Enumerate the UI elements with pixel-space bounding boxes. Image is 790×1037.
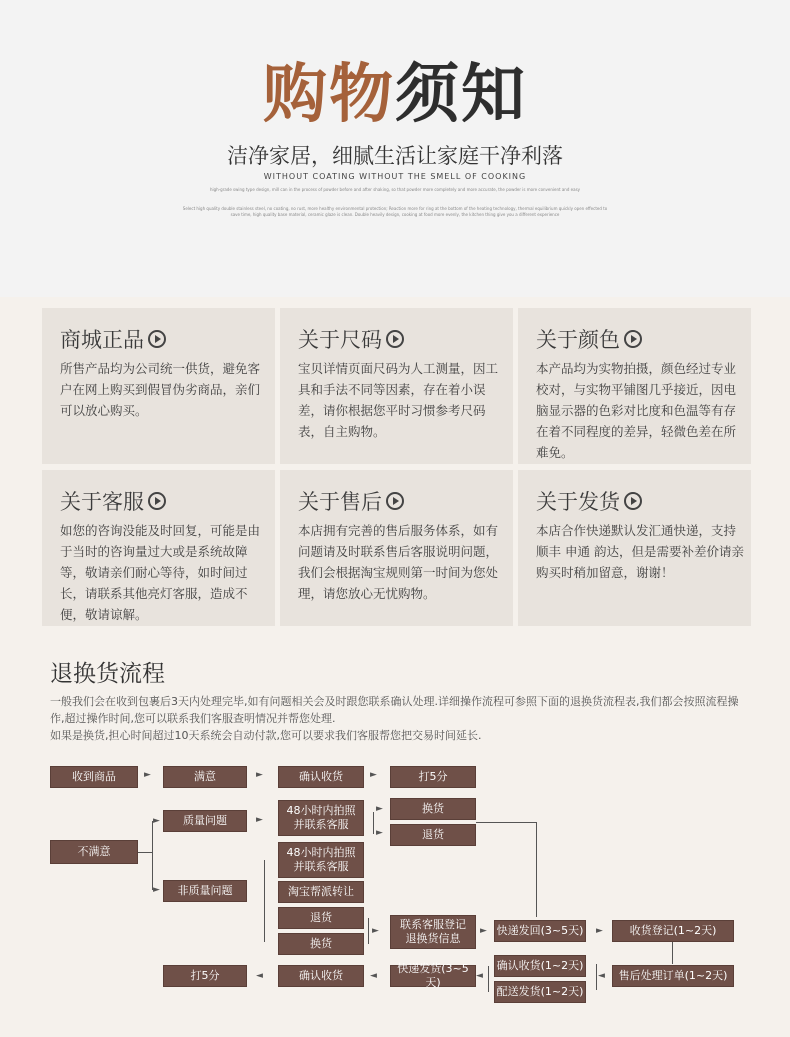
card-title [60,324,166,354]
flow-box: 收货登记(1~2天) [612,920,734,942]
card-genuine [42,308,275,464]
arrow-right-icon [624,492,642,510]
flow-box: 快递发货(3~5天) [390,965,476,987]
connector-line [368,918,369,944]
card-body: 本产品均为实物拍摄，颜色经过专业校对，与实物平铺图几乎接近，因电脑显示器的色彩对比度和色温等有存在着不同程度的差异，轻微色差在所难免。 [536,361,737,460]
flow-box: 48小时内拍照 并联系客服 [278,800,364,836]
card-aftersale [280,470,513,626]
fine-print-1: high-grade swing type design, mill can in the process of powder before and after shaking, so that powder more completely and more accurate, the powder is more convenient and easy [209,187,581,192]
arrow-right-icon [386,492,404,510]
card-title [536,486,642,516]
card-body: 所售产品均为公司统一供货，避免客户在网上购买到假冒伪劣商品，亲们可以放心购买。 [60,361,261,418]
flow-box: 不满意 [50,840,138,864]
connector-line [138,852,152,853]
connector-line [672,942,673,964]
connector-line [373,812,374,834]
connector-line [264,860,265,942]
arrow-left-icon: ◄ [476,971,483,981]
arrow-right-icon: ► [376,804,383,814]
arrow-right-icon: ► [480,926,487,936]
card-body: 宝贝详情页面尺码为人工测量，因工具和手法不同等因素，存在着小误差，请你根据您平时习惯参考尺码表，自主购物。 [298,361,499,439]
flow-box: 退货 [278,907,364,929]
flow-box: 联系客服登记 退换货信息 [390,915,476,949]
arrow-left-icon: ◄ [598,971,605,981]
connector-line [596,964,597,990]
arrow-right-icon [624,330,642,348]
flow-box: 非质量问题 [163,880,247,902]
card-body: 本店拥有完善的售后服务体系，如有问题请及时联系售后客服说明问题，我们会根据淘宝规则第一时间为您处理，请您放心无忧购物。 [298,523,499,601]
returns-title: 退换货流程 [50,661,165,687]
connector-line [152,821,153,890]
arrow-right-icon: ► [153,885,160,895]
arrow-right-icon: ► [370,770,377,780]
returns-paragraph-2: 如果是换货,担心时间超过10天系统会自动付款,您可以要求我们客服帮您把交易时间延长. [50,729,482,742]
card-title-text: 商城正品 [60,328,144,352]
flow-box: 满意 [163,766,247,788]
returns-description [50,693,750,744]
card-title [536,324,642,354]
arrow-right-icon: ► [596,926,603,936]
fine-print-2: Select high quality double stainless steel, no coating, no rust, more healthy environmental protection; Reaction more for ring at the bottom of the heating technology, thermal equilibrium quickly open effected to save time, high quality base material, ceramic glaze is clean. Double heavily design, cooking at food more evenly, the kitchen thing give you a different experience [182,206,608,217]
arrow-left-icon: ◄ [256,971,263,981]
header-banner [0,0,790,297]
card-title-text: 关于颜色 [536,328,620,352]
card-title [60,486,166,516]
card-size [280,308,513,464]
title-part-2: 须知 [395,58,527,132]
card-title [298,486,404,516]
flow-box: 售后处理订单(1~2天) [612,965,734,987]
returns-paragraph-1: 一般我们会在收到包裹后3天内处理完毕,如有问题相关会及时跟您联系确认处理.详细操作流程可参照下面的退换货流程表,我们都会按照流程操作,超过操作时间,您可以联系我们客服查明情况并帮您处理. [50,695,739,725]
card-title [298,324,404,354]
card-color [518,308,751,464]
flow-box: 质量问题 [163,810,247,832]
page-title [0,55,790,135]
card-body: 本店合作快递默认发汇通快递，支持顺丰 申通 韵达，但是需要补差价请亲购买时稍加留意，谢谢！ [536,523,744,580]
arrow-right-icon [386,330,404,348]
connector-line [488,966,489,992]
card-shipping [518,470,751,626]
english-subtitle: WITHOUT COATING WITHOUT THE SMELL OF COOKING [263,172,527,181]
arrow-right-icon: ► [376,828,383,838]
arrow-right-icon: ► [153,816,160,826]
flow-box: 配送发货(1~2天) [494,981,586,1003]
flow-box: 快递发回(3~5天) [494,920,586,942]
flow-box: 48小时内拍照 并联系客服 [278,842,364,878]
flow-box: 收到商品 [50,766,138,788]
arrow-left-icon: ◄ [370,971,377,981]
arrow-right-icon: ► [256,770,263,780]
flow-box: 确认收货(1~2天) [494,955,586,977]
connector-line [476,822,536,823]
card-body: 如您的咨询没能及时回复，可能是由于当时的咨询量过大或是系统故障等，敬请亲们耐心等待，如时间过长，请联系其他亮灯客服，造成不便，敬请谅解。 [60,523,261,622]
card-title-text: 关于发货 [536,490,620,514]
subtitle: 洁净家居，细腻生活让家庭干净利落 [227,144,563,168]
card-title-text: 关于客服 [60,490,144,514]
flow-box: 换货 [278,933,364,955]
card-service [42,470,275,626]
flow-box: 打5分 [390,766,476,788]
flow-box: 换货 [390,798,476,820]
arrow-right-icon: ► [372,926,379,936]
title-part-1: 购物 [263,58,395,132]
card-title-text: 关于尺码 [298,328,382,352]
arrow-right-icon: ► [144,770,151,780]
connector-line [536,822,537,917]
flow-box: 打5分 [163,965,247,987]
flow-box: 确认收货 [278,766,364,788]
flow-box: 确认收货 [278,965,364,987]
flow-box: 淘宝帮派转让 [278,881,364,903]
arrow-right-icon [148,330,166,348]
arrow-right-icon: ► [256,815,263,825]
arrow-right-icon [148,492,166,510]
card-title-text: 关于售后 [298,490,382,514]
flow-box: 退货 [390,824,476,846]
